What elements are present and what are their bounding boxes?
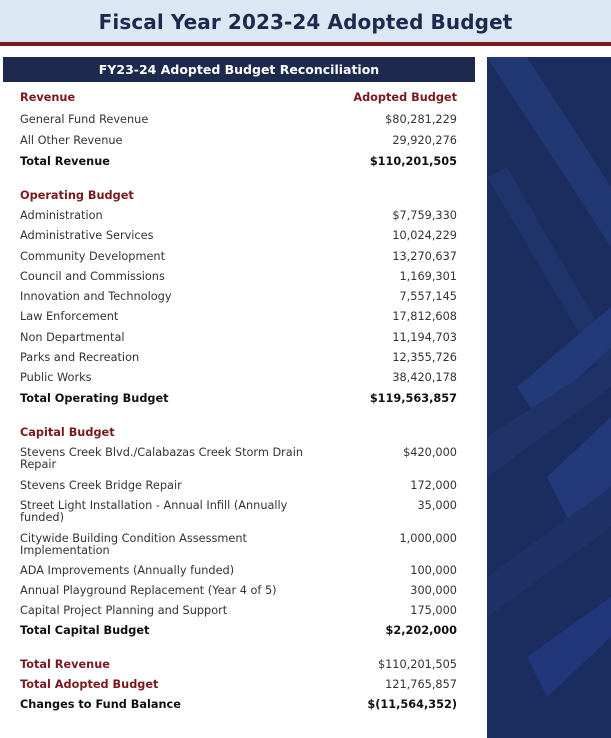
summary-label: Changes to Fund Balance bbox=[20, 697, 181, 711]
row-label: Annual Playground Replacement (Year 4 of 5) bbox=[20, 583, 277, 597]
row-value: 38,420,178 bbox=[392, 371, 457, 385]
row-label: Street Light Installation - Annual Infill (Annually funded) bbox=[20, 498, 288, 524]
row-value: 175,000 bbox=[410, 603, 457, 617]
row-value: 13,270,637 bbox=[392, 249, 457, 263]
total-row bbox=[20, 156, 457, 168]
row-value: $420,000 bbox=[403, 445, 457, 459]
row-value: $7,759,330 bbox=[392, 209, 457, 222]
row-value: 11,194,703 bbox=[392, 330, 457, 344]
row-value: $80,281,229 bbox=[385, 113, 457, 126]
table-row bbox=[20, 210, 457, 222]
table-row bbox=[20, 447, 457, 471]
row-label: Innovation and Technology bbox=[20, 290, 172, 304]
row-value: 1,169,301 bbox=[399, 269, 457, 283]
table-row bbox=[20, 605, 457, 617]
total-label: Total Capital Budget bbox=[20, 623, 150, 637]
total-value: $110,201,505 bbox=[369, 155, 457, 168]
total-row bbox=[20, 393, 457, 405]
row-label: Capital Project Planning and Support bbox=[20, 603, 228, 617]
row-value: 10,024,229 bbox=[392, 229, 457, 243]
total-label: Total Operating Budget bbox=[20, 391, 169, 405]
row-value: 35,000 bbox=[417, 498, 457, 512]
row-value: 12,355,726 bbox=[392, 351, 457, 365]
summary-row bbox=[20, 679, 457, 691]
title-divider bbox=[0, 42, 611, 46]
table-row bbox=[20, 500, 457, 524]
row-value: 29,920,276 bbox=[392, 134, 457, 147]
total-row bbox=[20, 625, 457, 637]
row-label: Citywide Building Condition Assessment Implementation bbox=[20, 531, 247, 557]
row-label: Non Departmental bbox=[20, 330, 125, 344]
table-row bbox=[20, 251, 457, 263]
row-label: Administration bbox=[20, 209, 103, 222]
column-heading: Adopted Budget bbox=[353, 91, 457, 104]
table-row bbox=[20, 230, 457, 242]
row-label: Stevens Creek Blvd./Calabazas Creek Storm Drain Repair bbox=[20, 445, 304, 471]
table-row bbox=[20, 332, 457, 344]
row-value: 1,000,000 bbox=[399, 531, 457, 545]
row-label: Parks and Recreation bbox=[20, 351, 140, 365]
summary-row bbox=[20, 699, 457, 711]
table-row bbox=[20, 372, 457, 384]
row-value: 17,812,608 bbox=[392, 310, 457, 324]
total-value: $2,202,000 bbox=[385, 623, 457, 637]
table-row bbox=[20, 565, 457, 577]
row-value: 7,557,145 bbox=[399, 290, 457, 304]
table-title: FY23-24 Adopted Budget Reconciliation bbox=[98, 62, 380, 77]
table-row bbox=[20, 311, 457, 323]
row-label: All Other Revenue bbox=[20, 134, 123, 147]
summary-value: 121,765,857 bbox=[385, 677, 457, 691]
table-row bbox=[20, 533, 457, 557]
row-label: Community Development bbox=[20, 249, 166, 263]
table-row bbox=[20, 291, 457, 303]
table-header bbox=[3, 57, 475, 82]
page-title: Fiscal Year 2023-24 Adopted Budget bbox=[98, 10, 513, 34]
table-row bbox=[20, 271, 457, 283]
summary-label: Total Adopted Budget bbox=[20, 677, 159, 691]
table-row bbox=[20, 352, 457, 364]
summary-value: $110,201,505 bbox=[377, 657, 457, 671]
decorative-stripes-graphic bbox=[487, 57, 611, 738]
summary-row bbox=[20, 659, 457, 671]
total-value: $119,563,857 bbox=[369, 391, 457, 405]
row-label: Stevens Creek Bridge Repair bbox=[20, 478, 182, 492]
operating-heading: Operating Budget bbox=[20, 189, 134, 202]
row-value: 172,000 bbox=[410, 478, 457, 492]
table-row bbox=[20, 114, 457, 126]
row-label: Public Works bbox=[20, 371, 92, 385]
revenue-heading-row bbox=[20, 92, 457, 104]
row-label: Law Enforcement bbox=[20, 310, 119, 324]
summary-value: $(11,564,352) bbox=[367, 697, 457, 711]
revenue-heading: Revenue bbox=[20, 91, 76, 104]
total-label: Total Revenue bbox=[20, 155, 110, 168]
table-row bbox=[20, 480, 457, 492]
table-row bbox=[20, 585, 457, 597]
summary-label: Total Revenue bbox=[20, 657, 110, 671]
row-label: ADA Improvements (Annually funded) bbox=[20, 563, 235, 577]
capital-heading: Capital Budget bbox=[20, 425, 115, 439]
budget-table bbox=[20, 92, 457, 711]
row-label: Administrative Services bbox=[20, 229, 154, 243]
title-bar bbox=[0, 0, 611, 42]
row-label: General Fund Revenue bbox=[20, 113, 149, 126]
capital-heading-row bbox=[20, 427, 457, 439]
row-value: 100,000 bbox=[410, 563, 457, 577]
row-label: Council and Commissions bbox=[20, 269, 165, 283]
decorative-blue-panel bbox=[487, 57, 611, 738]
table-row bbox=[20, 135, 457, 147]
operating-heading-row bbox=[20, 190, 457, 202]
row-value: 300,000 bbox=[410, 583, 457, 597]
